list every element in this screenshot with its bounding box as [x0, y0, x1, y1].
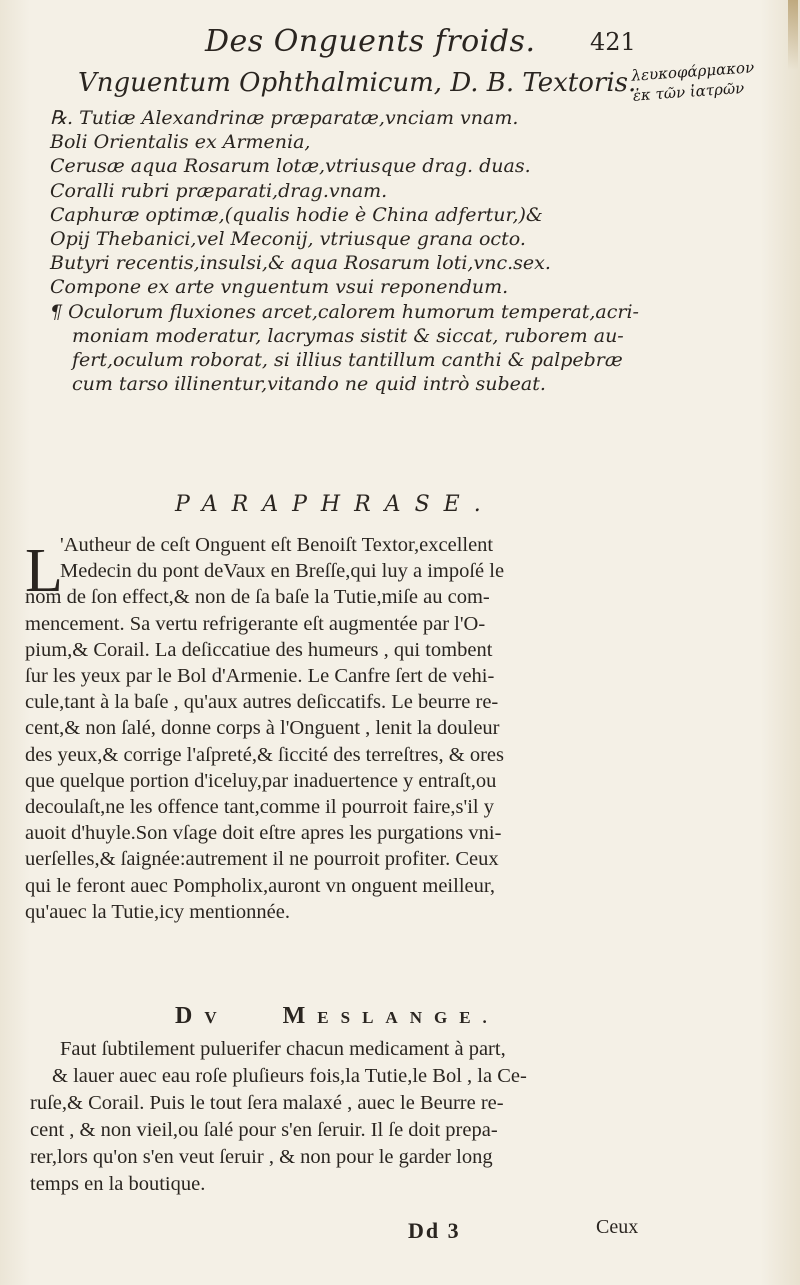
text-line: & lauer auec eau roſe pluſieurs fois,la Tutie,le Bol , la Ce- — [52, 1065, 527, 1087]
heading-letters: ESLANGE. — [317, 1008, 499, 1027]
heading-letter: D — [175, 1003, 205, 1029]
heading-letter: V — [204, 1008, 229, 1027]
text-line: des yeux,& corrige l'aſpreté,& ſiccité des terreſtres, & ores — [25, 743, 504, 766]
text-line: que quelque portion d'iceluy,par inaduertence y entraſt,ou — [25, 769, 497, 792]
heading-letter: M — [282, 1003, 318, 1029]
margin-note-line: λευκοφάρμακον — [630, 58, 755, 85]
text-line: ſur les yeux par le Bol d'Armenie. Le Canfre ſert de vehi- — [25, 665, 495, 688]
drop-cap: L — [25, 537, 63, 605]
text-line: mencement. Sa vertu refrigerante eſt augmentée par l'O- — [25, 612, 486, 635]
recipe-line: Butyri recentis,insulsi,& aqua Rosarum loti,vnc.sex. — [50, 252, 551, 275]
recipe-line: ℞. Tutiæ Alexandrinæ præparatæ,vnciam vnam. — [50, 107, 519, 129]
recipe-line: Coralli rubri præparati,drag.vnam. — [50, 179, 388, 202]
text-line: nom de ſon effect,& non de ſa baſe la Tutie,miſe au com- — [25, 586, 490, 609]
running-head-title: Des Onguents froids. — [205, 24, 536, 59]
latin-recipe — [50, 106, 670, 396]
catchword: Ceux — [596, 1216, 639, 1238]
recipe-line: Opij Thebanici,vel Meconij, vtriusque grana octo. — [50, 228, 526, 251]
text-line: ruſe,& Corail. Puis le tout ſera malaxé , auec le Beurre re- — [30, 1092, 504, 1114]
running-head — [0, 24, 800, 64]
text-line: 'Autheur de ceſt Onguent eſt Benoiſt Textor,excellent — [60, 534, 494, 556]
text-line: auoit d'huyle.Son vſage doit eſtre apres les purgations vni- — [25, 822, 502, 845]
text-line: rer,lors qu'on s'en veut ſeruir , & non pour le garder long — [30, 1146, 493, 1168]
recipe-title: Vnguentum Ophthalmicum, D. B. Textoris. — [78, 68, 637, 98]
melange-heading — [175, 1003, 499, 1030]
note-line: moniam moderatur, lacrymas sistit & siccat, ruborem au- — [72, 324, 624, 347]
text-line: Faut ſubtilement puluerifer chacun medicament à part, — [60, 1038, 506, 1060]
signature-mark: Dd 3 — [408, 1218, 461, 1243]
note-line: ¶ Oculorum fluxiones arcet,calorem humorum temperat,acri- — [50, 300, 639, 323]
melange-text — [30, 1036, 680, 1198]
recipe-line: Caphuræ optimæ,(qualis hodie è China adfertur,)& — [50, 203, 543, 226]
text-line: cent , & non vieil,ou ſalé pour s'en ſeruir. Il ſe doit prepa- — [30, 1119, 498, 1141]
text-line: Medecin du pont deVaux en Breſſe,qui luy a impoſé le — [60, 560, 505, 583]
text-line: cule,tant à la baſe , qu'aux autres deſiccatifs. Le beurre re- — [25, 691, 499, 714]
margin-note-line: ἐκ τῶν ἰατρῶν — [632, 78, 745, 105]
note-line: fert,oculum roborat, si illius tantillum canthi & palpebræ — [72, 349, 623, 372]
page-number: 421 — [590, 28, 636, 56]
text-line: decoulaſt,ne les offence tant,comme il pourroit faire,s'il y — [25, 796, 494, 819]
text-line: temps en la boutique. — [30, 1173, 206, 1195]
recipe-line: Boli Orientalis ex Armenia, — [50, 131, 311, 154]
text-line: qui le feront auec Pompholix,auront vn onguent meilleur, — [25, 874, 495, 897]
recipe-line: Compone ex arte vnguentum vsui reponendum. — [50, 276, 509, 299]
text-line: qu'auec la Tutie,icy mentionnée. — [25, 900, 291, 923]
paraphrase-text — [25, 532, 670, 925]
text-line: uerſelles,& ſaignée:autrement il ne pourroit profiter. Ceux — [25, 848, 499, 871]
text-line: cent,& non ſalé, donne corps à l'Onguent , lenit la douleur — [25, 717, 500, 740]
latin-note — [50, 300, 670, 397]
paraphrase-heading: PARAPHRASE. — [175, 492, 495, 517]
text-line: pium,& Corail. La deſiccatiue des humeurs , qui tombent — [25, 638, 493, 661]
note-line: cum tarso illinentur,vitando ne quid intrò subeat. — [72, 373, 546, 396]
recipe-line: Cerusæ aqua Rosarum lotæ,vtriusque drag. duas. — [50, 155, 531, 178]
